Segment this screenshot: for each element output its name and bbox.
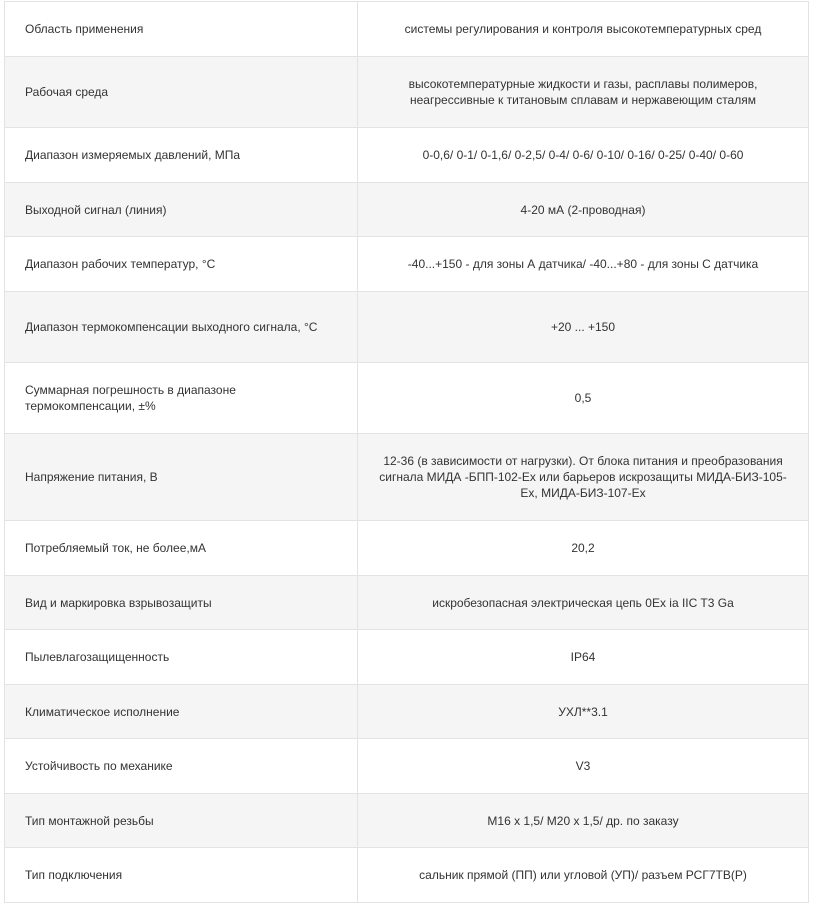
spec-label: Тип подключения	[5, 848, 358, 903]
spec-label: Диапазон рабочих температур, °С	[5, 237, 358, 292]
spec-value: УХЛ**3.1	[358, 685, 809, 739]
spec-label: Выходной сигнал (линия)	[5, 183, 358, 237]
table-row	[5, 576, 809, 630]
spec-value: 12-36 (в зависимости от нагрузки). От блока питания и преобразования сигнала МИДА -БПП-102-Ех или барьеров искрозащиты МИДА-БИЗ-105-Ех, МИДА-БИЗ-107-Ех	[358, 434, 809, 521]
table-row	[5, 739, 809, 794]
table-row	[5, 521, 809, 576]
table-row	[5, 57, 809, 128]
table-row	[5, 848, 809, 903]
spec-value: IP64	[358, 630, 809, 685]
spec-label: Пылевлагозащищенность	[5, 630, 358, 685]
spec-label: Вид и маркировка взрывозащиты	[5, 576, 358, 630]
spec-value: -40...+150 - для зоны А датчика/ -40...+80 - для зоны С датчика	[358, 237, 809, 292]
table-row	[5, 363, 809, 434]
spec-value: высокотемпературные жидкости и газы, расплавы полимеров, неагрессивные к титановым сплавам и нержавеющим сталям	[358, 57, 809, 128]
spec-value: V3	[358, 739, 809, 794]
spec-value: М16 х 1,5/ М20 х 1,5/ др. по заказу	[358, 794, 809, 848]
spec-value: 0-0,6/ 0-1/ 0-1,6/ 0-2,5/ 0-4/ 0-6/ 0-10/ 0-16/ 0-25/ 0-40/ 0-60	[358, 128, 809, 183]
spec-label: Тип монтажной резьбы	[5, 794, 358, 848]
spec-value: 0,5	[358, 363, 809, 434]
spec-label: Потребляемый ток, не более,мА	[5, 521, 358, 576]
spec-label: Устойчивость по механике	[5, 739, 358, 794]
spec-value: сальник прямой (ПП) или угловой (УП)/ разъем РСГ7ТВ(Р)	[358, 848, 809, 903]
table-row	[5, 630, 809, 685]
spec-value: +20 ... +150	[358, 292, 809, 363]
spec-label: Рабочая среда	[5, 57, 358, 128]
table-row	[5, 292, 809, 363]
table-row	[5, 794, 809, 848]
spec-label: Диапазон измеряемых давлений, МПа	[5, 128, 358, 183]
table-row	[5, 685, 809, 739]
table-row	[5, 434, 809, 521]
spec-label: Суммарная погрешность в диапазоне термокомпенсации, ±%	[5, 363, 358, 434]
spec-value: 20,2	[358, 521, 809, 576]
spec-label: Напряжение питания, В	[5, 434, 358, 521]
table-row	[5, 183, 809, 237]
spec-value: системы регулирования и контроля высокотемпературных сред	[358, 2, 809, 57]
spec-label: Диапазон термокомпенсации выходного сигнала, °С	[5, 292, 358, 363]
table-row	[5, 237, 809, 292]
table-row	[5, 2, 809, 57]
spec-value: искробезопасная электрическая цепь 0Ex ia IIC T3 Ga	[358, 576, 809, 630]
spec-value: 4-20 мА (2-проводная)	[358, 183, 809, 237]
spec-label: Область применения	[5, 2, 358, 57]
table-row	[5, 128, 809, 183]
spec-table	[4, 1, 809, 903]
spec-label: Климатическое исполнение	[5, 685, 358, 739]
